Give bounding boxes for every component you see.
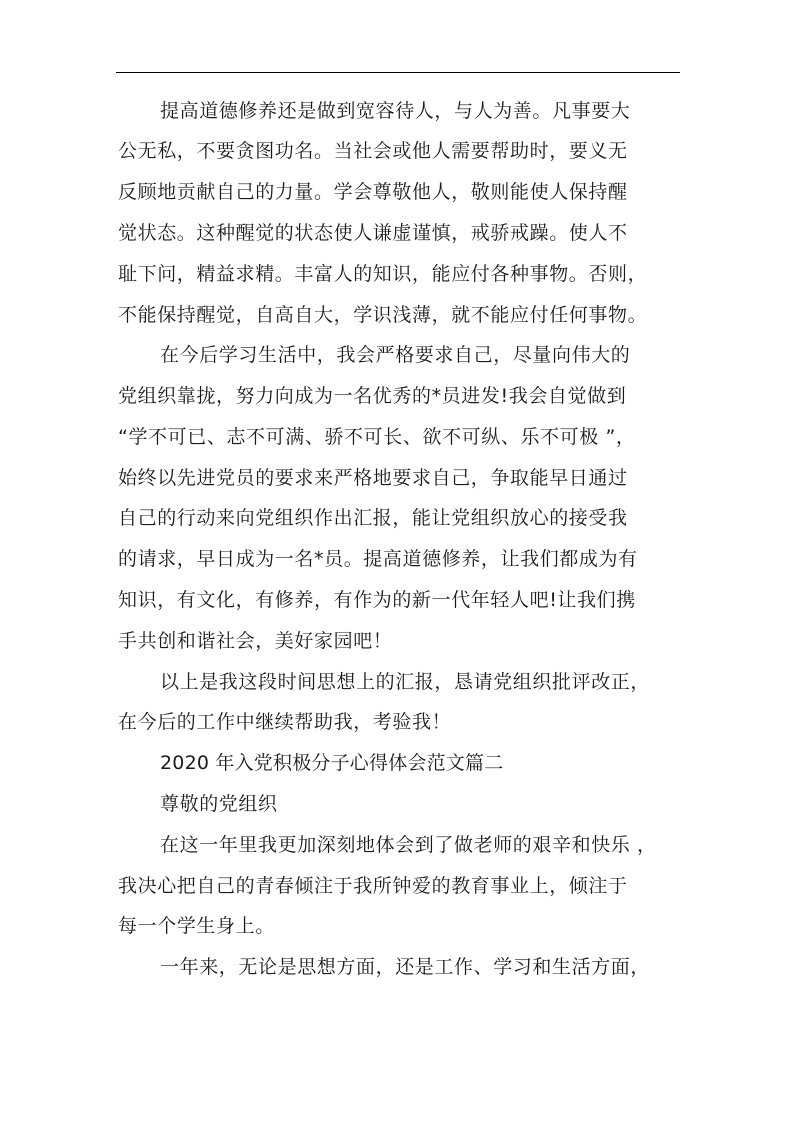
text-line: 耻下问，精益求精。丰富人的知识，能应付各种事物。否则， [118, 263, 648, 285]
text-line: 公无私，不要贪图功名。当社会或他人需要帮助时，要义无 [118, 140, 628, 162]
text-line: 每一个学生身上。 [118, 915, 275, 937]
text-line: 手共创和谐社会，美好家园吧！ [118, 630, 393, 652]
text-line: 知识，有文化，有修养，有作为的新一代年轻人吧!让我们携 [118, 589, 636, 611]
text-line: 的请求，早日成为一名*员。提高道德修养，让我们都成为有 [118, 548, 638, 570]
text-line: 在今后的工作中继续帮助我，考验我！ [118, 711, 452, 733]
text-line: 不能保持醒觉，自高自大，学识浅薄，就不能应付任何事物。 [118, 304, 648, 326]
text-line: 在这一年里我更加深刻地体会到了做老师的艰辛和快乐 ， [160, 834, 657, 856]
salutation: 尊敬的党组织 [160, 793, 278, 815]
section-heading: 2020 年入党积极分子心得体会范文篇二 [160, 752, 504, 774]
text-line: 党组织靠拢，努力向成为一名优秀的*员进发!我会自觉做到 [118, 385, 627, 407]
text-line: 觉状态。这种醒觉的状态使人谦虚谨慎，戒骄戒躁。使人不 [118, 222, 628, 244]
text-line: 始终以先进党员的要求来严格地要求自己，争取能早日通过 [118, 467, 628, 489]
header-rule [116, 72, 680, 73]
text-line: 在今后学习生活中，我会严格要求自己，尽量向伟大的 [160, 344, 631, 366]
text-line: 自己的行动来向党组织作出汇报，能让党组织放心的接受我 [118, 507, 628, 529]
text-line: 一年来，无论是思想方面，还是工作、学习和生活方面， [160, 956, 651, 978]
text-line: “学不可已、志不可满、骄不可长、欲不可纵、乐不可极 ”， [118, 426, 636, 448]
text-line: 反顾地贡献自己的力量。学会尊敬他人，敬则能使人保持醒 [118, 181, 628, 203]
text-line: 提高道德修养还是做到宽容待人，与人为善。凡事要大 [160, 100, 631, 122]
text-line: 我决心把自己的青春倾注于我所钟爱的教育事业上，倾注于 [118, 875, 628, 897]
text-line: 以上是我这段时间思想上的汇报，恳请党组织批评改正， [160, 671, 651, 693]
